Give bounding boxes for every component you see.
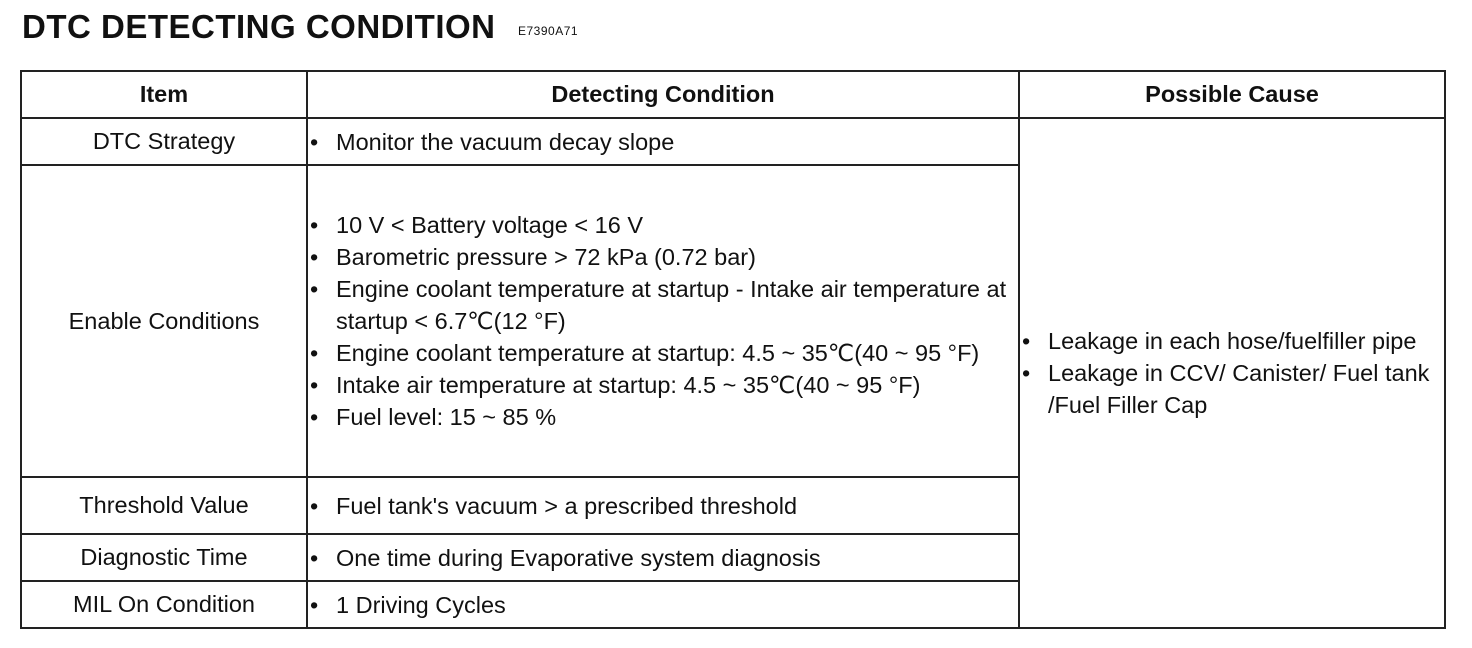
condition-item [308,369,1018,401]
condition-text: Fuel level: 15 ~ 85 % [336,404,557,430]
header-detecting-condition: Detecting Condition [307,71,1019,118]
bullet-icon: • [310,244,319,270]
condition-cell [307,581,1019,628]
page-title: DTC DETECTING CONDITION [22,8,496,45]
cause-list [1020,325,1444,421]
condition-text: Engine coolant temperature at startup: 4.5 ~ 35℃(40 ~ 95 °F) [336,340,980,366]
condition-item [308,490,1018,522]
condition-list [308,126,1018,158]
dtc-condition-table [20,70,1446,629]
header-item: Item [21,71,307,118]
item-cell: Enable Conditions [21,165,307,477]
condition-item [308,337,1018,369]
table-row [21,118,1445,165]
condition-text: 10 V < Battery voltage < 16 V [336,212,644,238]
cause-item [1020,357,1444,421]
bullet-icon: • [310,492,319,519]
condition-item [308,589,1018,621]
possible-cause-cell [1019,118,1445,628]
condition-cell [307,118,1019,165]
condition-text: Monitor the vacuum decay slope [336,128,675,155]
cause-text: Leakage in CCV/ Canister/ Fuel tank /Fuel Filler Cap [1048,360,1430,418]
bullet-icon: • [310,128,319,155]
header-possible-cause: Possible Cause [1019,71,1445,118]
bullet-icon: • [310,276,319,302]
bullet-icon: • [310,372,319,398]
item-cell: DTC Strategy [21,118,307,165]
condition-list [308,490,1018,522]
bullet-icon: • [310,404,319,430]
condition-text: 1 Driving Cycles [336,591,506,618]
bullet-icon: • [310,544,319,571]
condition-item [308,209,1018,241]
condition-text: Fuel tank's vacuum > a prescribed threshold [336,492,798,519]
item-cell: MIL On Condition [21,581,307,628]
bullet-icon: • [310,212,319,238]
condition-item [308,542,1018,574]
condition-text: One time during Evaporative system diagnosis [336,544,821,571]
condition-cell [307,534,1019,581]
bullet-icon: • [310,340,319,366]
condition-text: Barometric pressure > 72 kPa (0.72 bar) [336,244,756,270]
table-header-row [21,71,1445,118]
condition-item [308,273,1018,337]
condition-cell [307,477,1019,534]
condition-item [308,241,1018,273]
cause-item [1020,325,1444,357]
condition-text: Intake air temperature at startup: 4.5 ~ 35℃(40 ~ 95 °F) [336,372,921,398]
bullet-icon: • [1022,360,1031,386]
condition-item [308,126,1018,158]
condition-list [308,209,1018,433]
item-cell: Threshold Value [21,477,307,534]
bullet-icon: • [310,591,319,618]
condition-cell [307,165,1019,477]
bullet-icon: • [1022,328,1031,354]
reference-code: E7390A71 [518,24,579,38]
item-cell: Diagnostic Time [21,534,307,581]
condition-list [308,542,1018,574]
cause-text: Leakage in each hose/fuelfiller pipe [1048,328,1417,354]
condition-list [308,589,1018,621]
condition-item [308,401,1018,433]
condition-text: Engine coolant temperature at startup - Intake air temperature at startup < 6.7℃(12 °F) [336,276,1007,334]
